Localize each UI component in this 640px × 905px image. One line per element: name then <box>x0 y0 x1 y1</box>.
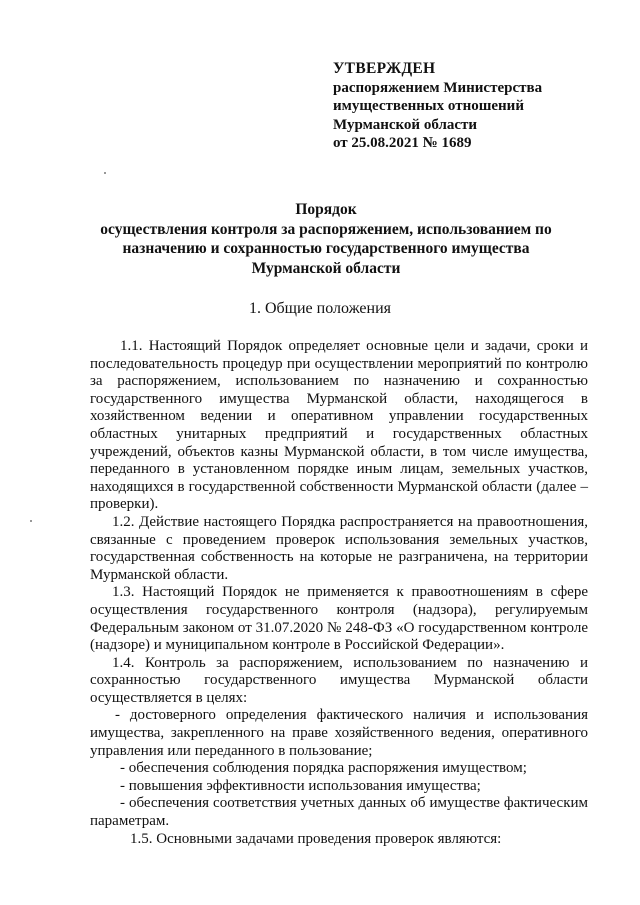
list-item: - повышения эффективности использования имущества; <box>120 777 481 794</box>
section-heading: 1. Общие положения <box>248 300 392 317</box>
document-body <box>90 338 588 848</box>
list-item: - обеспечения соблюдения порядка распоряжения имуществом; <box>120 760 527 777</box>
document-title <box>95 200 557 278</box>
title-line: осуществления контроля за распоряжением, использованием по <box>100 220 552 238</box>
title-line: Мурманской области <box>251 259 401 277</box>
approval-heading: УТВЕРЖДЕН <box>333 60 436 77</box>
title-line: назначению и сохранностью государственного имущества <box>122 240 530 257</box>
approval-line: распоряжением Министерства <box>333 79 543 96</box>
title-line: Порядок <box>295 201 357 218</box>
paragraph-1-5: 1.5. Основными задачами проведения проверок являются: <box>130 830 502 847</box>
approval-stamp <box>333 60 542 153</box>
approval-line: имущественных отношений <box>333 98 524 114</box>
scan-speck <box>104 172 106 174</box>
approval-date-number: от 25.08.2021 № 1689 <box>333 135 472 151</box>
list-item: - достоверного определения фактического наличия и использования имущества, закрепленного на праве хозяйственного ведения, оперативного управления или переданного в пользование; <box>90 707 588 759</box>
paragraph-1-4: 1.4. Контроль за распоряжением, использованием по назначению и сохранностью государственного имущества Мурманской области осуществляется в целях: <box>90 654 588 706</box>
paragraph-1-1: 1.1. Настоящий Порядок определяет основные цели и задачи, сроки и последовательность процедур при осуществлении мероприятий по контролю за распоряжением, использованием по назначению и сохранностью государственного имущества Мурманской области, находящегося в хозяйственном ведении и оперативном управлении государственных областных унитарных предприятий и государственных областных учреждений, объектов казны Мурманской области, в том числе имущества, переданного в установленном порядке иным лицам, земельных участков, находящихся в государственной собственности Мурманской области (далее – проверки). <box>90 338 588 513</box>
paragraph-1-3: 1.3. Настоящий Порядок не применяется к правоотношениям в сфере осуществления государственного контроля (надзора), регулируемым Федеральным законом от 31.07.2020 № 248-ФЗ «О государственном контроле (надзоре) и муниципальном контроле в Российской Федерации». <box>90 584 588 654</box>
paragraph-1-2: 1.2. Действие настоящего Порядка распространяется на правоотношения, связанные с проведением проверок использования земельных участков, государственная собственность на которые не разграничена, на территории Мурманской области. <box>90 513 588 583</box>
scan-speck <box>30 520 32 522</box>
list-item: - обеспечения соответствия учетных данных об имуществе фактическим параметрам. <box>90 795 588 830</box>
approval-line: Мурманской области <box>333 116 478 133</box>
